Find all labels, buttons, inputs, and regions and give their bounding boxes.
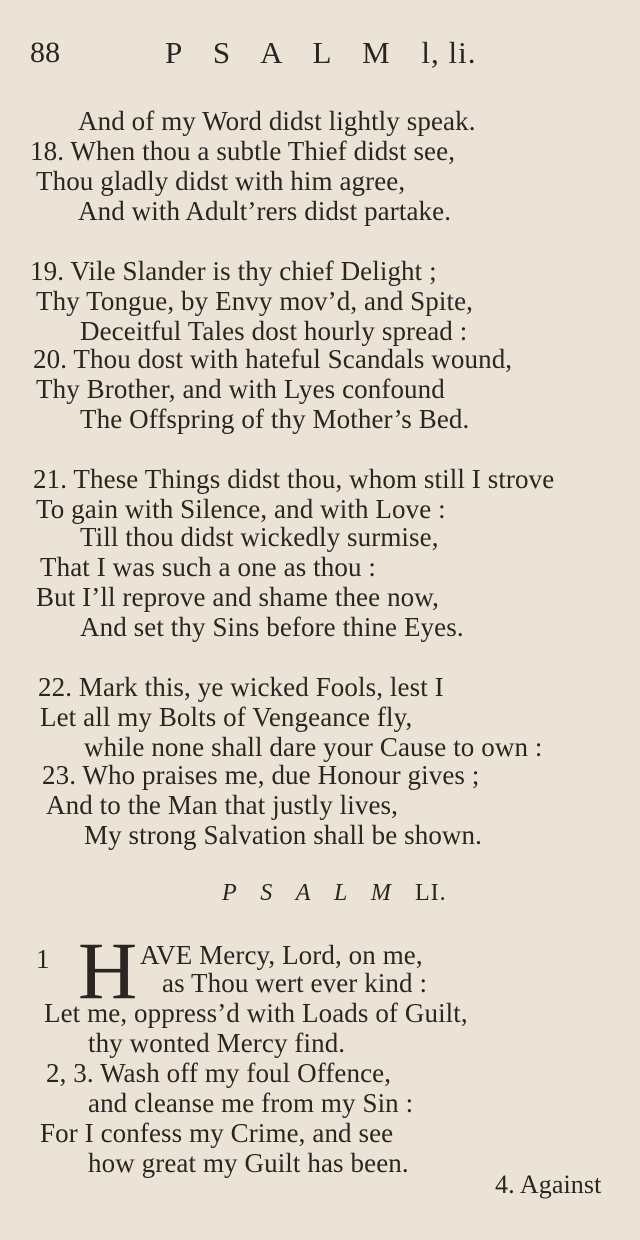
verse-line: That I was such a one as thou : — [40, 552, 377, 582]
catchword: 4. Against — [495, 1170, 602, 1199]
verse-line: My strong Salvation shall be shown. — [84, 820, 482, 850]
psalm-li-line: as Thou wert ever kind : — [162, 968, 428, 998]
verse-line: Thy Brother, and with Lyes confound — [36, 374, 445, 404]
psalm-reference: l, li. — [421, 35, 477, 70]
verse-line: Let all my Bolts of Vengeance fly, — [40, 702, 413, 732]
section-title-text: P S A L M — [222, 880, 400, 906]
page-number: 88 — [30, 36, 61, 69]
psalm-li-line: AVE Mercy, Lord, on me, — [140, 940, 423, 970]
running-title — [165, 35, 477, 70]
verse-line: 23. Who praises me, due Honour gives ; — [42, 760, 480, 790]
verse-line: And of my Word didst lightly speak. — [78, 106, 476, 136]
verse-line: Thou gladly didst with him agree, — [36, 166, 406, 196]
verse-line: Till thou didst wickedly surmise, — [80, 522, 439, 552]
verse-line: And with Adult’rers didst partake. — [78, 196, 452, 226]
verse-line: 20. Thou dost with hateful Scandals wound, — [33, 344, 513, 374]
verse-line: 19. Vile Slander is thy chief Delight ; — [30, 256, 437, 286]
verse-line: 22. Mark this, ye wicked Fools, lest I — [38, 672, 444, 702]
psalm-li-line: For I confess my Crime, and see — [40, 1118, 394, 1148]
verse-line: while none shall dare your Cause to own : — [84, 732, 543, 762]
verse-line: Thy Tongue, by Envy mov’d, and Spite, — [36, 286, 474, 316]
psalm-li-line: 2, 3. Wash off my foul Offence, — [46, 1058, 392, 1088]
psalm-li-line: and cleanse me from my Sin : — [88, 1088, 414, 1118]
psalm-li-line: thy wonted Mercy find. — [88, 1028, 346, 1058]
psalm-li-line: Let me, oppress’d with Loads of Guilt, — [44, 998, 468, 1028]
verse-line: And set thy Sins before thine Eyes. — [80, 612, 464, 642]
verse-line: And to the Man that justly lives, — [46, 790, 399, 820]
section-number: LI. — [414, 880, 447, 906]
psalm-li-verse-number: 1 — [36, 944, 50, 974]
verse-line: Deceitful Tales dost hourly spread : — [80, 316, 468, 346]
verse-line: 18. When thou a subtle Thief didst see, — [30, 136, 456, 166]
section-title — [222, 878, 447, 908]
psalm-li-line: how great my Guilt has been. — [88, 1148, 409, 1178]
verse-line: But I’ll reprove and shame thee now, — [36, 582, 439, 612]
verse-line: The Offspring of thy Mother’s Bed. — [80, 404, 470, 434]
verse-line: 21. These Things didst thou, whom still I strove — [33, 464, 555, 494]
running-title-text: P S A L M — [165, 35, 402, 70]
drop-cap: H — [78, 925, 138, 1016]
verse-line: To gain with Silence, and with Love : — [36, 494, 446, 524]
